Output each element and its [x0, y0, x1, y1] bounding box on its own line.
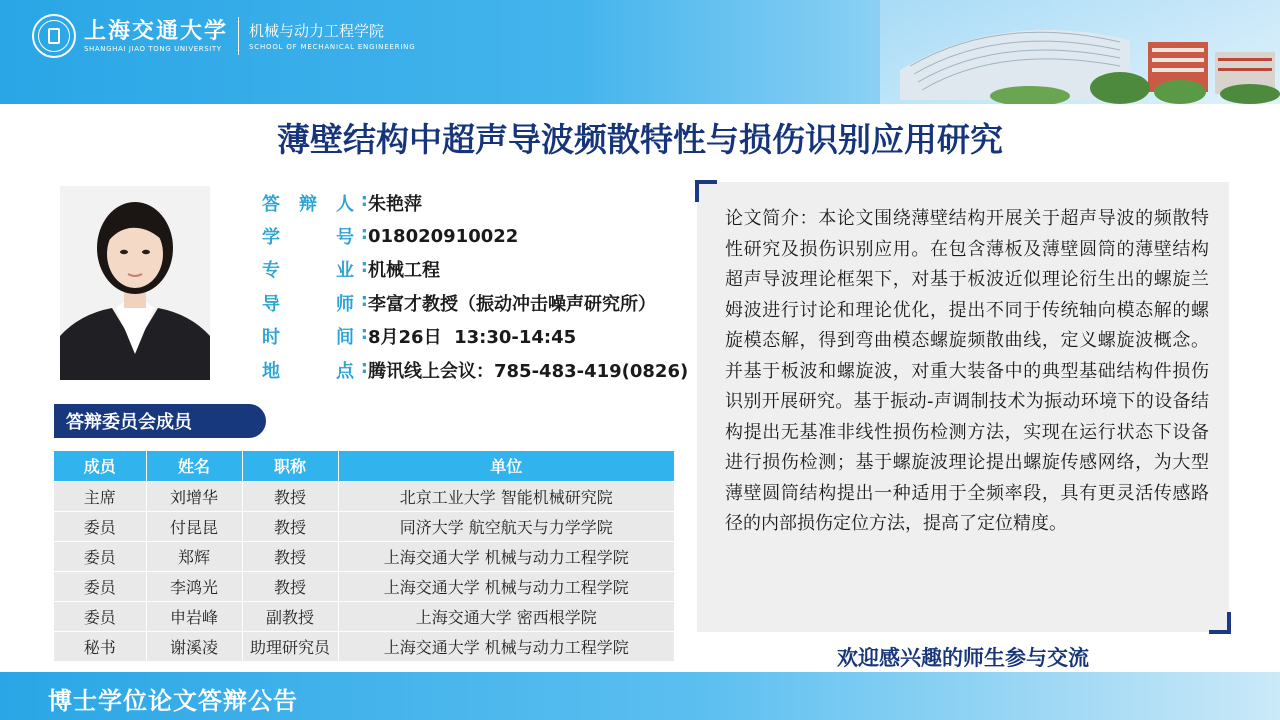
member-affiliation: 上海交通大学 机械与动力工程学院 — [338, 571, 674, 601]
member-role: 委员 — [54, 541, 146, 571]
footer-banner — [0, 672, 1280, 720]
candidate-photo — [60, 186, 210, 380]
info-label-student-id: 学 号 : — [262, 223, 368, 249]
member-role: 委员 — [54, 571, 146, 601]
info-label-major: 专 业 : — [262, 256, 368, 282]
defender-name: 朱艳萍 — [368, 193, 422, 215]
school-name-cn: 机械与动力工程学院 — [249, 22, 385, 40]
logo-divider — [238, 17, 239, 55]
announcement-title: 博士学位论文答辩公告 — [48, 686, 298, 715]
candidate-info — [262, 186, 688, 386]
table-row — [54, 571, 674, 601]
university-name-cn: 上海交通大学 — [84, 18, 229, 44]
page-title: 薄壁结构中超声导波频散特性与损伤识别应用研究 — [277, 120, 1003, 159]
defense-time: 8月26日 13:30-14:45 — [368, 327, 577, 349]
student-id: 018020910022 — [368, 225, 519, 247]
committee-heading: 答辩委员会成员 — [54, 404, 266, 438]
table-header-row — [54, 451, 674, 481]
advisor: 李富才教授（振动冲击噪声研究所） — [368, 293, 656, 315]
university-name — [84, 18, 228, 54]
member-title: 教授 — [242, 541, 338, 571]
member-name: 郑辉 — [146, 541, 242, 571]
committee-table — [54, 451, 674, 661]
member-role: 主席 — [54, 481, 146, 511]
campus-photo — [880, 0, 1280, 104]
table-row — [54, 511, 674, 541]
member-name: 李鸿光 — [146, 571, 242, 601]
member-title: 助理研究员 — [242, 631, 338, 661]
member-name: 付昆昆 — [146, 511, 242, 541]
thesis-abstract: 论文简介：本论文围绕薄壁结构开展关于超声导波的频散特性研究及损伤识别应用。在包含薄板及薄壁圆筒的薄壁结构超声导波理论框架下，对基于板波近似理论衍生出的螺旋兰姆波进行讨论和理论优化，提出不同于传统轴向模态解的螺旋模态解，得到弯曲模态螺旋频散曲线，定义螺旋波概念。并基于板波和螺旋波，对重大装备中的典型基础结构件损伤识别开展研究。基于振动-声调制技术为振动环境下的设备结构提出无基准非线性损伤检测方法，实现在运行状态下设备进行损伤检测；基于螺旋波理论提出螺旋传感网络，为大型薄壁圆筒结构提出一种适用于全频率段，具有更灵活传感路径的内部损伤定位方法，提高了定位精度。 — [725, 208, 1209, 534]
info-row-time — [262, 320, 688, 353]
school-name — [249, 20, 415, 52]
school-name-en: SCHOOL OF MECHANICAL ENGINEERING — [249, 43, 416, 51]
info-row-advisor — [262, 286, 688, 319]
university-logo — [32, 14, 415, 58]
member-role: 委员 — [54, 511, 146, 541]
member-title: 副教授 — [242, 601, 338, 631]
member-role: 委员 — [54, 601, 146, 631]
abstract-box — [697, 182, 1229, 632]
corner-bracket-top-left — [695, 180, 717, 202]
member-title: 教授 — [242, 511, 338, 541]
member-affiliation: 同济大学 航空航天与力学学院 — [338, 511, 674, 541]
column-header-title: 职称 — [242, 451, 338, 481]
member-name: 刘增华 — [146, 481, 242, 511]
welcome-message: 欢迎感兴趣的师生参与交流 — [837, 646, 1089, 670]
info-row-defender — [262, 186, 688, 219]
column-header-role: 成员 — [54, 451, 146, 481]
info-label-location: 地 点 : — [262, 356, 368, 382]
member-name: 谢溪凌 — [146, 631, 242, 661]
info-row-major — [262, 253, 688, 286]
member-title: 教授 — [242, 571, 338, 601]
header-banner — [0, 0, 1280, 104]
info-row-location — [262, 353, 688, 386]
member-role: 秘书 — [54, 631, 146, 661]
table-row — [54, 541, 674, 571]
table-row — [54, 601, 674, 631]
member-name: 申岩峰 — [146, 601, 242, 631]
table-row — [54, 481, 674, 511]
member-affiliation: 上海交通大学 机械与动力工程学院 — [338, 631, 674, 661]
table-row — [54, 631, 674, 661]
major: 机械工程 — [368, 260, 440, 282]
column-header-name: 姓名 — [146, 451, 242, 481]
info-label-defender: 答 辩 人 : — [262, 189, 368, 215]
info-row-student-id — [262, 219, 688, 252]
info-label-advisor: 导 师 : — [262, 289, 368, 315]
defense-location: 腾讯线上会议：785-483-419(0826) — [368, 360, 689, 382]
column-header-affiliation: 单位 — [338, 451, 674, 481]
member-title: 教授 — [242, 481, 338, 511]
member-affiliation: 上海交通大学 密西根学院 — [338, 601, 674, 631]
university-seal-icon — [32, 14, 76, 58]
corner-bracket-bottom-right — [1209, 612, 1231, 634]
university-name-en: SHANGHAI JIAO TONG UNIVERSITY — [84, 45, 222, 53]
member-affiliation: 上海交通大学 机械与动力工程学院 — [338, 541, 674, 571]
member-affiliation: 北京工业大学 智能机械研究院 — [338, 481, 674, 511]
info-label-time: 时 间 : — [262, 323, 368, 349]
